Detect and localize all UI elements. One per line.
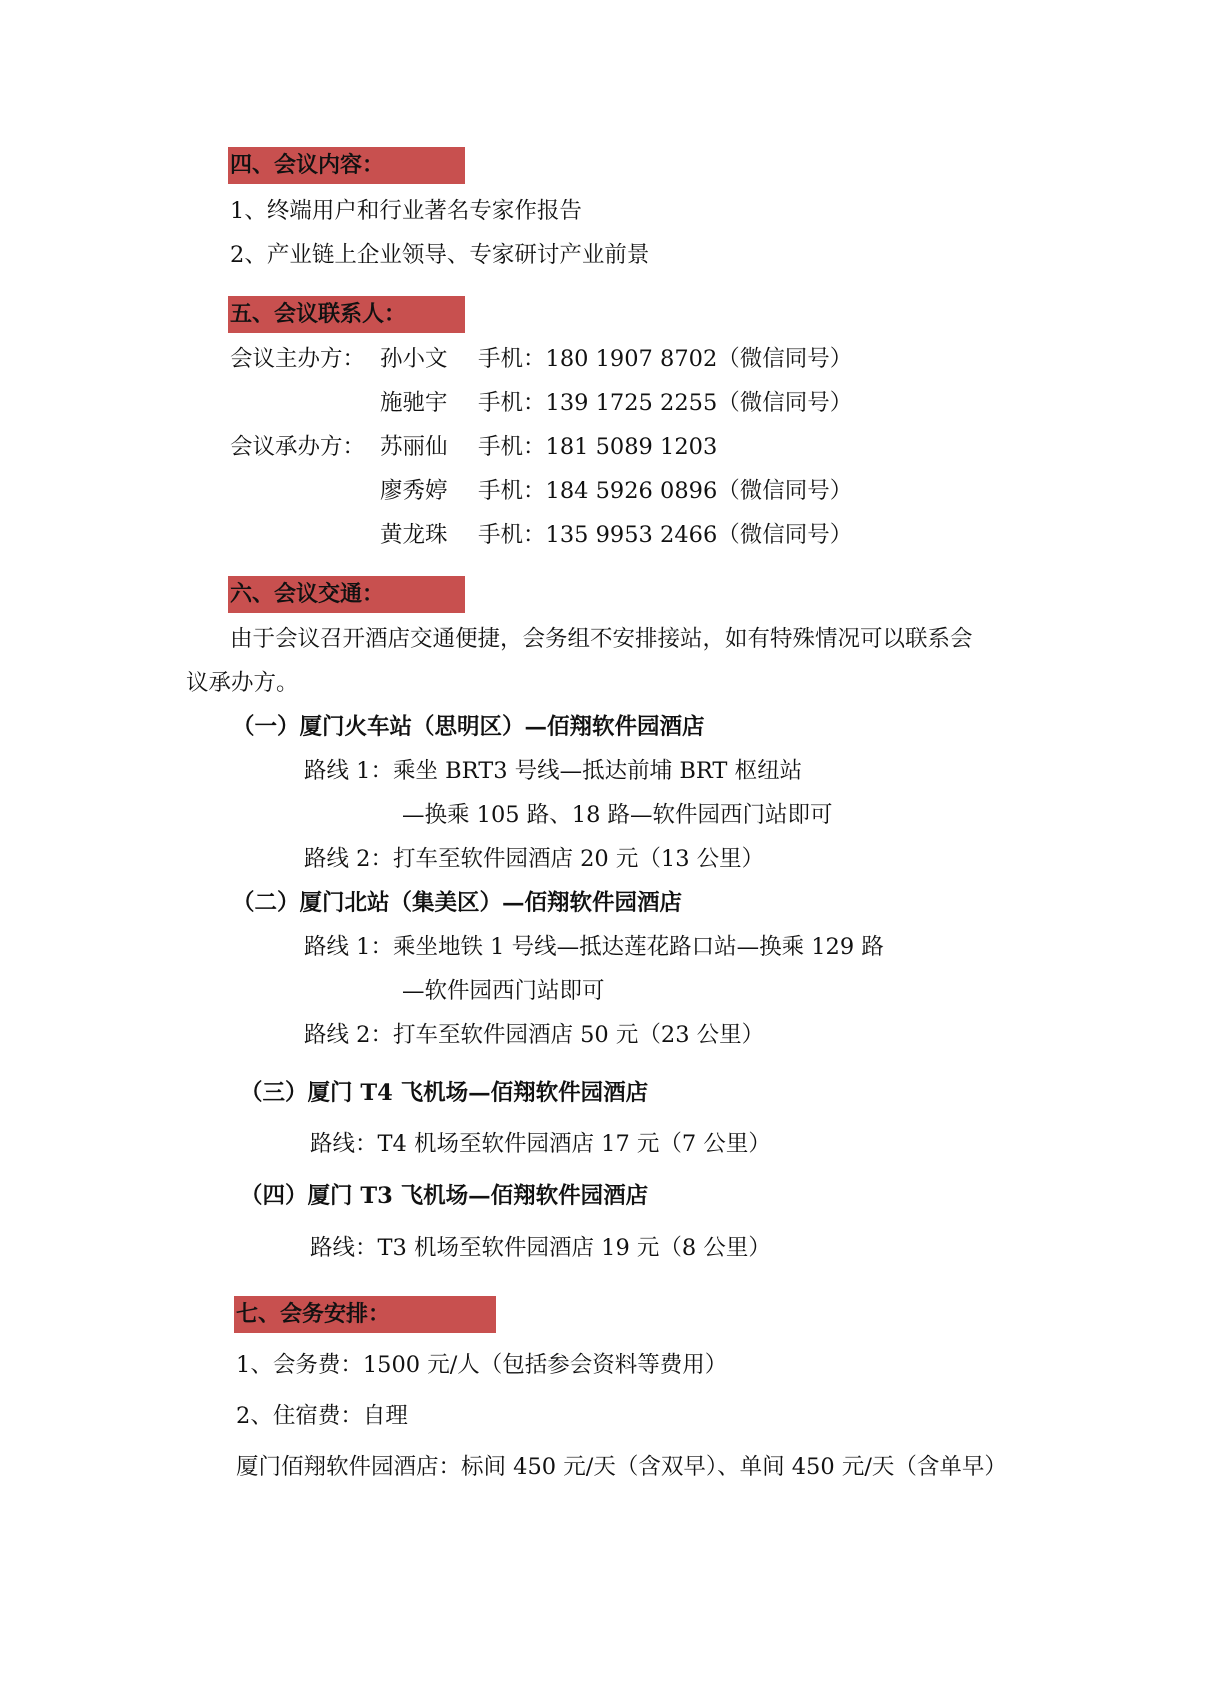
- route-title-3: （三）厦门 T4 飞机场—佰翔软件园酒店: [240, 1080, 649, 1106]
- section-header-content: 四、会议内容：: [228, 147, 465, 184]
- content-item-1: 1、终端用户和行业著名专家作报告: [230, 198, 582, 224]
- fee-item-1: 1、会务费：1500 元/人（包括参会资料等费用）: [236, 1352, 728, 1378]
- transport-intro-line2: 议承办方。: [186, 670, 299, 696]
- route-3-line-1: 路线：T4 机场至软件园酒店 17 元（7 公里）: [310, 1131, 771, 1157]
- transport-intro-line1: 由于会议召开酒店交通便捷，会务组不安排接站，如有特殊情况可以联系会: [230, 626, 973, 652]
- route-2-line-2: —软件园西门站即可: [402, 978, 605, 1004]
- contact-phone-1: 手机：180 1907 8702（微信同号）: [478, 346, 853, 372]
- route-4-line-1: 路线：T3 机场至软件园酒店 19 元（8 公里）: [310, 1235, 771, 1261]
- route-title-4: （四）厦门 T3 飞机场—佰翔软件园酒店: [240, 1183, 649, 1209]
- content-item-2: 2、产业链上企业领导、专家研讨产业前景: [230, 242, 650, 268]
- hotel-rates: 厦门佰翔软件园酒店：标间 450 元/天（含双早）、单间 450 元/天（含单早）: [236, 1454, 1007, 1480]
- fee-item-2: 2、住宿费：自理: [236, 1403, 408, 1429]
- section-header-contacts: 五、会议联系人：: [228, 296, 465, 333]
- contact-phone-4: 手机：184 5926 0896（微信同号）: [478, 478, 853, 504]
- route-title-1: （一）厦门火车站（思明区）—佰翔软件园酒店: [232, 714, 705, 740]
- route-1-line-2: —换乘 105 路、18 路—软件园西门站即可: [402, 802, 833, 828]
- contact-phone-3: 手机：181 5089 1203: [478, 434, 718, 460]
- contact-phone-5: 手机：135 9953 2466（微信同号）: [478, 522, 853, 548]
- section-header-transport: 六、会议交通：: [228, 576, 465, 613]
- route-title-2: （二）厦门北站（集美区）—佰翔软件园酒店: [232, 890, 683, 916]
- contact-name-1: 孙小文: [380, 346, 448, 372]
- route-1-line-3: 路线 2：打车至软件园酒店 20 元（13 公里）: [304, 846, 765, 872]
- contact-name-4: 廖秀婷: [380, 478, 448, 504]
- co-label: 会议承办方：: [230, 434, 366, 460]
- route-2-line-1: 路线 1：乘坐地铁 1 号线—抵达莲花路口站—换乘 129 路: [304, 934, 884, 960]
- contact-phone-2: 手机：139 1725 2255（微信同号）: [478, 390, 853, 416]
- host-label: 会议主办方：: [230, 346, 366, 372]
- contact-name-2: 施驰宇: [380, 390, 448, 416]
- route-2-line-3: 路线 2：打车至软件园酒店 50 元（23 公里）: [304, 1022, 765, 1048]
- contact-name-3: 苏丽仙: [380, 434, 448, 460]
- contact-name-5: 黄龙珠: [380, 522, 448, 548]
- route-1-line-1: 路线 1：乘坐 BRT3 号线—抵达前埔 BRT 枢纽站: [304, 758, 803, 784]
- section-header-arrangements: 七、会务安排：: [234, 1296, 496, 1333]
